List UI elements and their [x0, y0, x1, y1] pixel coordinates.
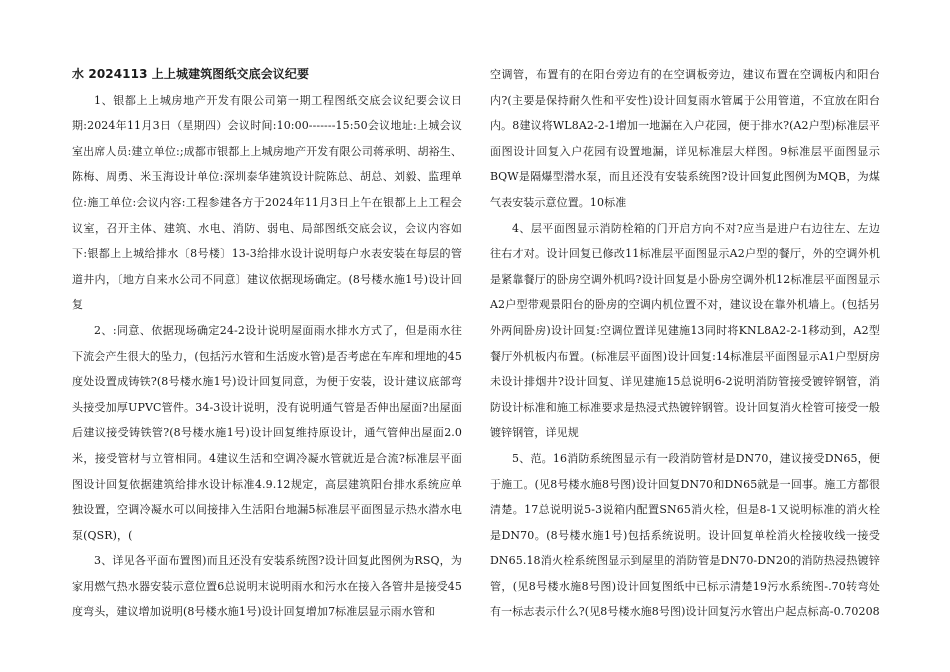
paragraph-4: 4、层平面图显示消防栓箱的门开启方向不对?应当是进户右边往左、左边往右才对。设计回复已修改11标准层平面图显示A2户型的餐厅，外的空调外机是紧靠餐厅的卧房空调外机吗?设计回复是小卧房空调外机12标准层平面图显示A2户型带观景阳台的卧房的空调内机位置不对，建议设在靠外机墙上。(包括另外两间卧房)设计回复:空调位置详见建施13同时将KNL8A2-2-1移动到，A2型餐厅外机板内布置。(标准层平面图)设计回复:14标准层平面图显示A1户型厨房未设计排烟井?设计回复、详见建施15总说明6-2说明消防管接受镀锌钢管，消防设计标准和施工标准要求是热浸式热镀锌钢管。设计回复消火栓管可接受一般镀锌钢管，详见规	[490, 221, 880, 440]
paragraph-3: 3、详见各平面布置图)而且还没有安装系统图?设计回复此图例为RSQ，为家用燃气热水器安装示意位置6总说明末说明雨水和污水在接入各管井是接受45度弯头，建议增加说明(8号楼水施1号)设计回复增加7标准层显示雨水管和	[72, 554, 462, 619]
left-column	[72, 62, 462, 625]
paragraph-1: 1、银都上上城房地产开发有限公司第一期工程图纸交底会议纪要会议日期:2024年11月3日（星期四）会议时间:10:00-------15:50会议地址:上城会议室出席人员:建立单位:;成都市银都上上城房地产开发有限公司蒋承明、胡裕生、陈梅、周勇、米玉海设计单位:深圳泰华建筑设计院陈总、胡总、刘毅、监理单位:施工单位:会议内容:工程参建各方于2024年11月3日上午在银都上上工程会议室，召开主体、建筑、水电、消防、弱电、局部图纸交底会议，会议内容如下:银都上上城给排水〔8号楼〕13-3给排水设计说明每户水表安装在每层的管道井内，〔地方自来水公司不同意〕建议依据现场确定。(8号楼水施1号)设计回复	[72, 93, 462, 312]
right-column	[490, 62, 880, 625]
document-title: 水 2024113 上上城建筑图纸交底会议纪要	[72, 67, 310, 81]
paragraph-2: 2、:同意、依据现场确定24-2设计说明屋面雨水排水方式了，但是雨水往下流会产生很大的坠力，(包括污水管和生活废水管)是否考虑在车库和埋地的45度处设置成铸铁?(8号楼水施1号)设计回复同意，为便于安装，设计建议底部弯头接受加厚UPVC管件。34-3设计说明，没有说明通气管是否伸出屋面?出屋面后建议接受铸铁管?(8号楼水施1号)设计回复维持原设计，通气管伸出屋面2.0米，接受管材与立管相同。4建议生活和空调冷凝水管就近是合流?标准层平面图设计回复依据建筑给排水设计标准4.9.12规定，高层建筑阳台排水系统应单独设置，空调冷凝水可以间接排入生活阳台地漏5标准层平面图显示热水潜水电泵(QSR)，(	[72, 323, 462, 542]
paragraph-5: 5、范。16消防系统图显示有一段消防管材是DN70，建议接受DN65，便于施工。(见8号楼水施8号图)设计回复DN70和DN65就是一回事。施工方都很清楚。17总说明说5-3说箱内配置SN65消火栓，但是8-1又说明标准的消火栓是DN70。(8号楼水施1号)包括系统说明。设计回复单栓消火栓接收线一接受DN65.18消火栓系统图显示到屋里的消防管是DN70-DN20的消防热浸热镀锌管，(见8号楼水施8号图)设计回复图纸中已标示清楚19污水系统图-.70转弯处有一标志表示什么?(见8号楼水施8号图)设计回复污水管出户起点标高-0.70208	[490, 451, 880, 619]
paragraph-3-continued: 空调管，布置有的在阳台旁边有的在空调板旁边，建议布置在空调板内和阳台内?(主要是保持耐久性和平安性)设计回复雨水管属于公用管道，不宜放在阳台内。8建议将WL8A2-2-1增加一地漏在入户花园，便于排水?(A2户型)标准层平面图设计回复入户花园有设置地漏，详见标准层大样图。9标准层平面图显示BQW是隔爆型潜水泵，而且还没有安装系统图?设计回复此图例为MQB，为煤气表安装示意位置。10标准	[490, 68, 880, 209]
